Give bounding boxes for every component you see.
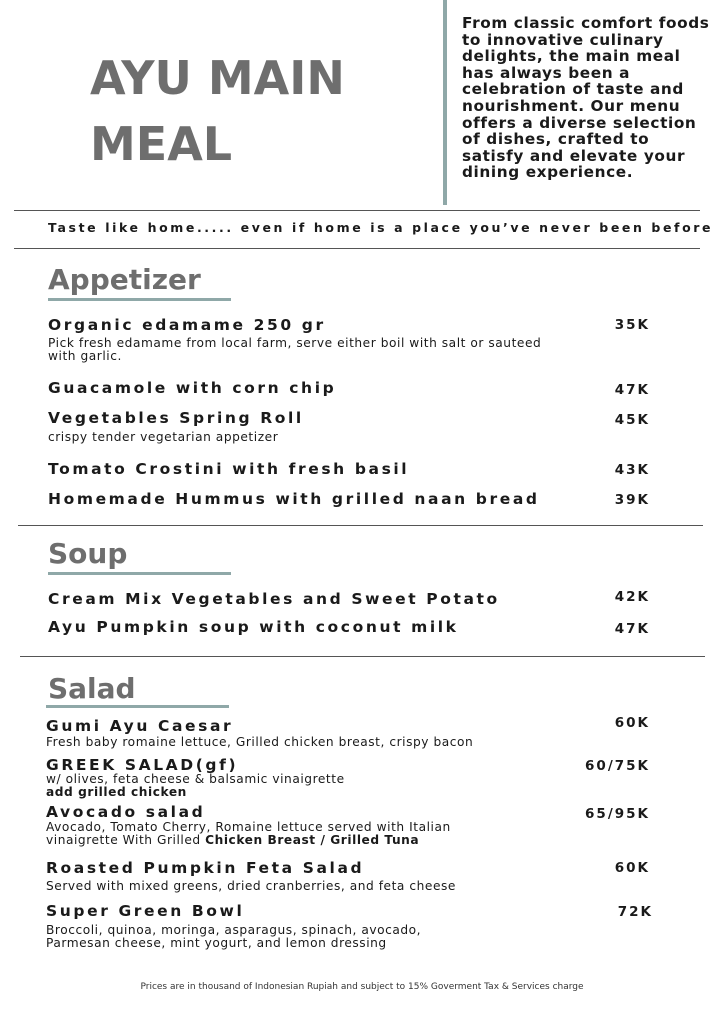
menu-item-name: Gumi Ayu Caesar — [46, 717, 234, 735]
menu-item-desc — [46, 821, 516, 847]
tagline-bottom-rule — [14, 248, 700, 249]
header-divider — [443, 0, 447, 205]
menu-item-name: Roasted Pumpkin Feta Salad — [46, 859, 365, 877]
menu-item-price: 39K — [614, 492, 650, 508]
section-title-salad: Salad — [48, 672, 136, 705]
menu-item-price: 45K — [614, 412, 650, 428]
menu-item-name: Ayu Pumpkin soup with coconut milk — [48, 618, 459, 636]
menu-item-name: Organic edamame 250 gr — [48, 316, 326, 334]
section-underline — [46, 705, 229, 708]
menu-item-desc: Served with mixed greens, dried cranberries, and feta cheese — [46, 879, 456, 893]
section-title-appetizer: Appetizer — [48, 263, 201, 296]
section-underline — [48, 572, 231, 575]
menu-item-price: 42K — [614, 589, 650, 605]
menu-item-price: 47K — [614, 621, 650, 637]
intro-text: From classic comfort foods to innovative culinary delights, the main meal has always been a celebration of taste and nourishment. Our menu offers a diverse selection of dishes, crafted to satisfy and elevate your dining experience. — [462, 14, 710, 182]
menu-item-desc: Fresh baby romaine lettuce, Grilled chicken breast, crispy bacon — [46, 735, 474, 749]
menu-item-name: Homemade Hummus with grilled naan bread — [48, 490, 540, 508]
section-underline — [48, 298, 231, 301]
menu-item-desc: crispy tender vegetarian appetizer — [48, 430, 279, 444]
menu-item-desc-text: Avocado, Tomato Cherry, Romaine lettuce served with Italian vinaigrette With Grilled — [46, 820, 451, 847]
menu-item-addon: add grilled chicken — [46, 785, 187, 799]
menu-title-line2: MEAL — [90, 117, 233, 171]
menu-item-price: 60K — [614, 715, 650, 731]
section-title-soup: Soup — [48, 537, 128, 570]
menu-item-name: Vegetables Spring Roll — [48, 409, 304, 427]
menu-item-name: Avocado salad — [46, 803, 206, 821]
menu-item-price: 35K — [614, 317, 650, 333]
menu-item-price: 43K — [614, 462, 650, 478]
menu-item-name: GREEK SALAD(gf) — [46, 756, 239, 774]
menu-item-name: Tomato Crostini with fresh basil — [48, 460, 410, 478]
footer-note: Prices are in thousand of Indonesian Rupiah and subject to 15% Goverment Tax & Services charge — [140, 982, 584, 992]
menu-item-name: Guacamole with corn chip — [48, 379, 337, 397]
menu-item-price: 60/75K — [585, 758, 650, 774]
menu-item-price: 72K — [617, 904, 653, 920]
menu-item-name: Super Green Bowl — [46, 902, 245, 920]
menu-item-desc: w/ olives, feta cheese & balsamic vinaigrette — [46, 772, 345, 786]
menu-item-desc: Pick fresh edamame from local farm, serve either boil with salt or sauteed with garlic. — [48, 336, 542, 363]
section-rule — [18, 525, 703, 526]
menu-item-desc-highlight: Chicken Breast / Grilled Tuna — [205, 833, 420, 847]
menu-item-price: 65/95K — [585, 806, 650, 822]
menu-item-name: Cream Mix Vegetables and Sweet Potato — [48, 590, 500, 608]
menu-item-desc: Broccoli, quinoa, moringa, asparagus, spinach, avocado, Parmesan cheese, mint yogurt, and lemon dressing — [46, 923, 422, 950]
menu-item-price: 60K — [614, 860, 650, 876]
tagline: Taste like home..... even if home is a place you’ve never been before — [48, 220, 714, 235]
menu-title-line1: AYU MAIN — [90, 51, 345, 105]
section-rule — [20, 656, 705, 657]
menu-item-price: 47K — [614, 382, 650, 398]
tagline-top-rule — [14, 210, 700, 211]
